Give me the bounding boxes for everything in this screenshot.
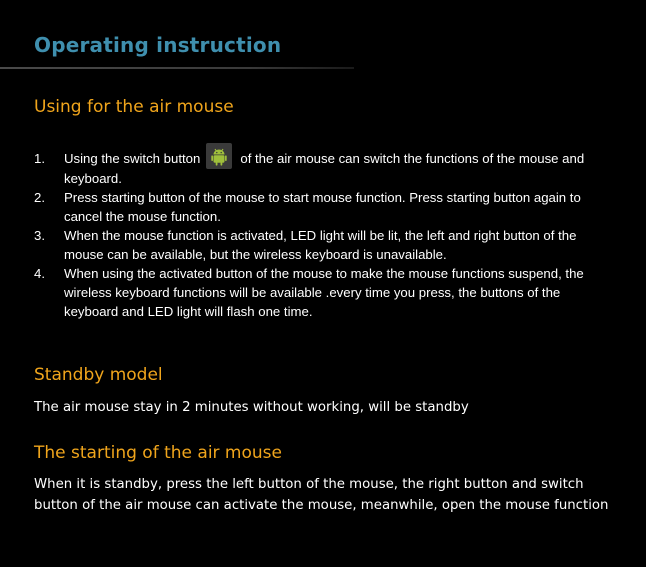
step-item-2 (34, 188, 614, 226)
standby-description: The air mouse stay in 2 minutes without working, will be standby (34, 400, 469, 415)
instruction-steps (34, 149, 614, 321)
step-text-before-icon: Using the switch button (64, 151, 201, 166)
step-item-3 (34, 226, 614, 264)
page-title: Operating instruction (34, 33, 282, 57)
starting-description: When it is standby, press the left button of the mouse, the right button and switch button of the air mouse can activate the mouse, meanwhile, open the mouse function (34, 477, 609, 513)
heading-air-mouse: Using for the air mouse (34, 97, 234, 117)
heading-standby-model: Standby model (34, 365, 163, 385)
step-item-1 (34, 149, 614, 188)
step-number: 1. (34, 151, 45, 166)
android-icon (206, 143, 232, 169)
step-text: Press starting button of the mouse to start mouse function. Press starting button again to cancel the mouse function. (64, 190, 581, 224)
heading-starting-air-mouse: The starting of the air mouse (34, 443, 282, 463)
step-number: 4. (34, 266, 45, 281)
step-number: 3. (34, 228, 45, 243)
step-number: 2. (34, 190, 45, 205)
step-item-4 (34, 264, 614, 321)
title-divider (0, 67, 354, 69)
step-text-after-icon: of the air mouse can switch the functions of the mouse and keyboard. (64, 151, 585, 186)
step-text: When using the activated button of the mouse to make the mouse functions suspend, the wireless keyboard functions will be available .every time you press, the buttons of the keyboard and LED light will flash one time. (64, 266, 584, 319)
step-text: When the mouse function is activated, LED light will be lit, the left and right button of the mouse can be available, but the wireless keyboard is unavailable. (64, 228, 577, 262)
